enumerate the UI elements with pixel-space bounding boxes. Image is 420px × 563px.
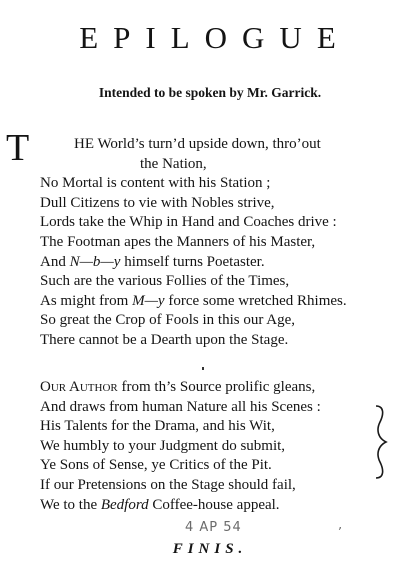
stanza-1: [40, 135, 347, 351]
verse-line: Lords take the Whip in Hand and Coaches drive :: [40, 214, 337, 231]
finis: FINIS.: [172, 541, 248, 557]
verse-line: Ye Sons of Sense, ye Critics of the Pit.: [40, 457, 272, 474]
subtitle: [0, 85, 420, 101]
verse-text: himself turns Poetaster.: [120, 253, 265, 270]
page-title: EPILOGUE: [79, 20, 351, 55]
margin-mark: ’: [338, 525, 342, 539]
verse-text: We to the: [40, 496, 101, 513]
verse-italic: M—y: [132, 292, 165, 309]
stanza-2: [40, 378, 321, 515]
verse-text: As might from: [40, 292, 133, 309]
library-stamp: 4 AP 54: [185, 520, 242, 535]
verse-line: No Mortal is content with his Station ;: [40, 175, 271, 192]
verse-line: The Footman apes the Manners of his Master,: [40, 233, 316, 250]
verse-line: There cannot be a Dearth upon the Stage.: [40, 331, 289, 348]
verse-line: HE World’s turn’d upside down, thro’out: [74, 136, 321, 152]
verse-line: [40, 496, 321, 516]
verse-text: And: [40, 253, 70, 270]
verse-line: [40, 378, 321, 398]
verse-text: from th’s Source prolific gleans,: [117, 379, 316, 395]
verse-line: If our Pretensions on the Stage should fail,: [40, 476, 296, 493]
triplet-brace: [370, 404, 392, 480]
ink-speck: [202, 367, 204, 370]
verse-line: [40, 292, 347, 312]
verse-italic: Bedford: [100, 496, 149, 513]
verse-italic: N—b—y: [69, 253, 121, 270]
verse-line: We humbly to your Judgment do submit,: [40, 437, 286, 454]
verse-line: the Nation,: [140, 155, 207, 172]
verse-line: And draws from human Nature all his Scenes :: [40, 398, 321, 415]
verse-line: Such are the various Follies of the Times,: [40, 273, 290, 290]
verse-line: Dull Citizens to vie with Nobles strive,: [40, 194, 275, 211]
subtitle-text: Intended to be spoken by Mr. Garrick.: [98, 85, 322, 100]
verse-text: force some wretched Rhimes.: [164, 292, 347, 309]
verse-text: Coffee-house appeal.: [148, 496, 280, 513]
verse-line: So great the Crop of Fools in this our Age,: [40, 312, 295, 329]
verse-line: [40, 253, 347, 273]
drop-cap: T: [6, 127, 30, 169]
verse-smallcaps: Our Author: [40, 379, 118, 395]
verse-line: His Talents for the Drama, and his Wit,: [40, 418, 275, 435]
